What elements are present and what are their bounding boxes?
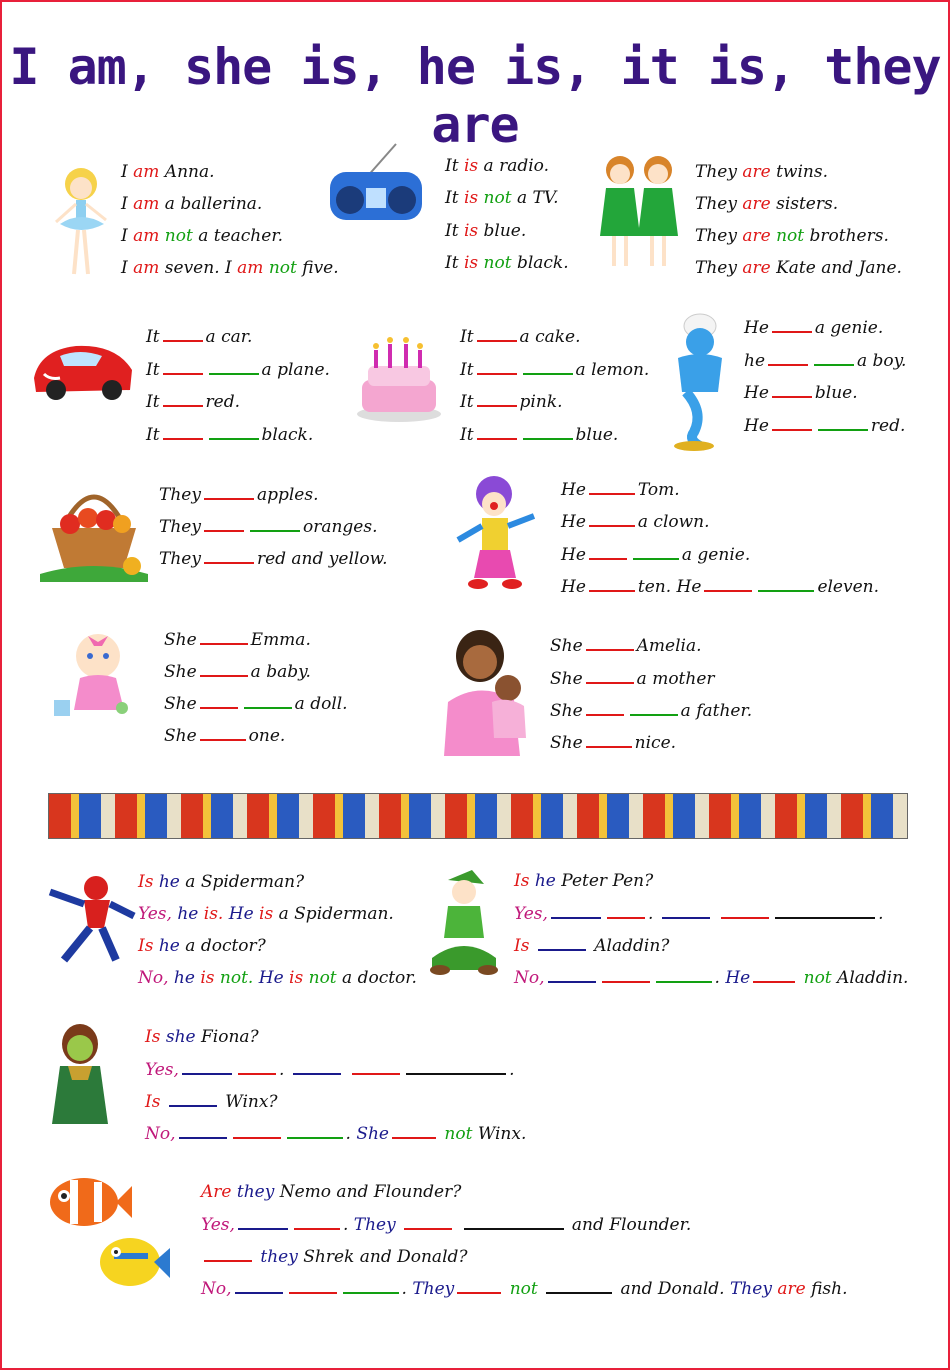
b3-rest: Kate and Jane. [776,258,902,278]
car-subj: It [146,425,160,445]
blank-red[interactable] [200,629,248,645]
b3-not: not [776,226,805,246]
spider-not: not. [219,968,254,988]
spider-is4: is [289,968,304,988]
peter-is: Is [514,871,530,891]
blank-red[interactable] [772,317,812,333]
blank-blue[interactable] [551,903,601,919]
apples-rest: oranges. [302,517,378,537]
b3-subj: They [695,194,737,214]
spider-he: he [158,936,180,956]
blank-red[interactable] [772,382,812,398]
nemo-a1: and Flounder. [571,1215,692,1235]
nemo-they2: they [260,1247,298,1267]
mother-picture [440,626,536,756]
b2-line-3 [445,221,526,241]
fiona-is: Is [145,1027,161,1047]
b2-line-4 [445,253,569,273]
baby-rest: a doll. [294,694,348,714]
clown-subj: He [561,577,586,597]
apples-line-3 [159,548,388,569]
b1-line-2 [121,194,262,214]
b2-not: not [483,253,512,273]
blank-red[interactable] [204,548,254,564]
car-subj: It [146,327,160,347]
nemo-no: No, [201,1279,232,1299]
cake-rest: a lemon. [575,360,650,380]
apples-subj: They [159,549,201,569]
car-picture [30,334,136,402]
nemo-flounder-picture [36,1168,172,1300]
fiona-line-4: No, . She not Winx. [145,1124,527,1144]
fiona-not: not [444,1124,473,1144]
genie-subj: he [744,351,766,371]
car-rest: red. [205,392,241,412]
b3-verb: are [742,162,771,182]
b3-line-3 [695,226,889,246]
b2-not: not [483,188,512,208]
spider-q1: a Spiderman? [185,872,305,892]
b1-subj: I [121,258,128,278]
blank-green[interactable] [814,350,854,366]
b2-verb: is [463,221,479,241]
blank-red[interactable] [163,359,203,375]
nemo-a3: fish. [811,1279,848,1299]
blank-red[interactable] [392,1123,436,1139]
genie-line-2 [744,350,906,371]
clown-rest: ten. He [637,577,702,597]
baby-rest: Emma. [250,630,311,650]
cake-line-1 [460,326,581,347]
b1-verb: am [133,258,160,278]
blank-red[interactable] [589,479,635,495]
genie-line-1 [744,317,883,338]
b3-verb: are [742,194,771,214]
blank-red[interactable] [753,967,795,983]
peter-line-3 [514,935,669,956]
b2-verb: is [463,156,479,176]
mother-rest: nice. [634,733,677,753]
b3-rest: brothers. [809,226,889,246]
cake-subj: It [460,327,474,347]
cake-line-2 [460,359,649,380]
nemo-yes: Yes, [201,1215,235,1235]
b1-rest: five. [302,258,339,278]
apples-rest: red and yellow. [256,549,388,569]
b1-line-4 [121,258,339,278]
spiderman-divider-strip [48,793,908,839]
peter-He: He [725,968,751,988]
car-line-2 [146,359,330,380]
fiona-no: No, [145,1124,176,1144]
spider-yes: Yes, [138,904,172,924]
nemo-line-1 [201,1182,461,1202]
blank-blue[interactable] [538,935,586,951]
blank-red[interactable] [233,1123,281,1139]
clown-rest: a clown. [637,512,710,532]
spider-He: He [228,904,254,924]
spider-he2: he [173,968,195,988]
genie-rest: a boy. [857,351,907,371]
genie-picture [664,312,736,452]
fiona-picture [44,1022,118,1126]
blank-red[interactable] [477,424,517,440]
nemo-q: Nemo and Flounder? [279,1182,462,1202]
b1-verb: am [133,226,160,246]
b3-verb: are [742,258,771,278]
peter-q: Peter Pen? [561,871,654,891]
blank-red[interactable] [589,576,635,592]
blank-green[interactable] [244,693,292,709]
fiona-yes: Yes, [145,1060,179,1080]
baby-line-2 [164,661,311,682]
b2-rest: a TV. [516,188,559,208]
mother-line-1 [550,635,702,656]
blank-green[interactable] [758,576,814,592]
blank-red[interactable] [352,1059,400,1075]
spider-is: Is [138,872,154,892]
baby-subj: She [164,630,197,650]
blank-red[interactable] [163,424,203,440]
mother-rest: a mother [636,669,715,689]
b1-rest: seven. [164,258,220,278]
b3-verb: are [742,226,771,246]
spiderman-picture [44,872,138,964]
baby-rest: one. [248,726,286,746]
blank-red[interactable] [204,516,244,532]
nemo-line-3 [201,1246,468,1267]
blank-blue[interactable] [662,903,710,919]
clown-rest: eleven. [817,577,880,597]
fiona-is2: Is [145,1092,161,1112]
baby-line-4 [164,725,285,746]
peter-line-1 [514,871,653,891]
apples-subj: They [159,517,201,537]
blank-red[interactable] [294,1214,340,1230]
spider-is2: is. [203,904,224,924]
b2-subj: It [445,221,459,241]
nemo-line-4: No, . They not and Donald. They are fish. [201,1279,848,1299]
cake-subj: It [460,425,474,445]
clown-rest: a genie. [681,545,751,565]
b2-verb: is [463,188,479,208]
blank-green[interactable] [209,359,259,375]
mother-rest: a father. [680,701,753,721]
b2-subj: It [445,188,459,208]
b1-verb: am [133,162,160,182]
b1-rest: a ballerina. [164,194,263,214]
nemo-They2: They [412,1279,455,1299]
mother-subj: She [550,701,583,721]
cake-rest: a cake. [519,327,581,347]
blank-red[interactable] [200,693,238,709]
car-rest: a plane. [261,360,330,380]
ballerina-picture [48,162,116,282]
spider-no: No, [138,968,169,988]
baby-line-3 [164,693,348,714]
blank-green[interactable] [250,516,300,532]
peter-end: Aladdin. [837,968,909,988]
clown-line-4 [561,576,879,597]
mother-line-2 [550,668,715,689]
b3-subj: They [695,226,737,246]
spider-line-1 [138,872,304,892]
blank-blue[interactable] [182,1059,232,1075]
baby-picture [50,628,136,720]
blank-red[interactable] [163,326,203,342]
blank-blue[interactable] [169,1091,217,1107]
blank-green[interactable] [287,1123,343,1139]
blank-red[interactable] [721,903,769,919]
b1-subj: I [225,258,232,278]
nemo-a2: and Donald. [620,1279,725,1299]
blank-green[interactable] [818,415,868,431]
fiona-end: Winx. [477,1124,527,1144]
fiona-line-1 [145,1027,259,1047]
fiona-q2: Winx? [225,1092,278,1112]
nemo-They: They [353,1215,396,1235]
blank-red[interactable] [457,1278,501,1294]
b3-rest: twins. [776,162,828,182]
clown-line-3 [561,544,750,565]
b2-line-1 [445,156,549,176]
apples-line-1 [159,484,318,505]
blank-green[interactable] [656,967,712,983]
clown-rest: Tom. [637,480,680,500]
car-line-3 [146,391,240,412]
spider-line-2 [138,904,394,924]
apples-line-2 [159,516,377,537]
fiona-She: She [356,1124,389,1144]
nemo-they: they [236,1182,275,1202]
b1-verb: am [133,194,160,214]
blank-red[interactable] [704,576,752,592]
blank-blue[interactable] [179,1123,227,1139]
blank-green[interactable] [523,424,573,440]
car-subj: It [146,360,160,380]
fiona-line-3 [145,1091,278,1112]
clown-subj: He [561,545,586,565]
spider-a2: a doctor. [342,968,417,988]
blank-red[interactable] [477,391,517,407]
blank-green[interactable] [523,359,573,375]
b2-verb: is [463,253,479,273]
blank-red[interactable] [586,668,634,684]
blank-green[interactable] [343,1278,399,1294]
nemo-They3: They [729,1279,772,1299]
blank-red[interactable] [404,1214,452,1230]
peter-pan-picture [426,866,502,976]
blank-red[interactable] [238,1059,276,1075]
genie-subj: He [744,416,769,436]
clown-line-1 [561,479,680,500]
cake-picture [354,336,444,424]
twins-picture [596,152,686,274]
blank-red[interactable] [289,1278,337,1294]
baby-subj: She [164,726,197,746]
mother-rest: Amelia. [636,636,702,656]
worksheet-title: I am, she is, he is, it is, they are [9,38,941,154]
apples-rest: apples. [256,485,319,505]
b3-subj: They [695,258,737,278]
blank-blue[interactable] [293,1059,341,1075]
blank-black[interactable] [546,1278,612,1294]
peter-q2: Aladdin? [594,936,670,956]
genie-rest: blue. [814,383,858,403]
clown-line-2 [561,511,710,532]
genie-rest: a genie. [814,318,884,338]
peter-is2: Is [514,936,530,956]
car-line-4 [146,424,313,445]
genie-rest: red. [870,416,906,436]
peter-no: No, [514,968,545,988]
fiona-line-2: Yes, . . [145,1060,515,1080]
mother-line-4 [550,732,676,753]
nemo-are2: are [777,1279,806,1299]
radio-picture [326,142,426,226]
b3-rest: sisters. [776,194,839,214]
peter-he: he [534,871,556,891]
baby-subj: She [164,662,197,682]
blank-red[interactable] [200,725,246,741]
apple-basket-picture [36,478,152,584]
blank-green[interactable] [630,700,678,716]
cake-line-3 [460,391,563,412]
spider-he: he [158,872,180,892]
blank-red[interactable] [768,350,808,366]
mother-line-3 [550,700,752,721]
blank-red[interactable] [602,967,650,983]
nemo-not: not [509,1279,538,1299]
blank-blue[interactable] [235,1278,283,1294]
clown-subj: He [561,512,586,532]
b1-subj: I [121,194,128,214]
cake-line-4 [460,424,618,445]
spider-is: Is [138,936,154,956]
baby-subj: She [164,694,197,714]
cake-rest: blue. [575,425,619,445]
peter-yes: Yes, [514,904,548,924]
mother-subj: She [550,669,583,689]
blank-black[interactable] [406,1059,506,1075]
blank-red[interactable] [589,544,627,560]
baby-rest: a baby. [250,662,311,682]
fiona-she: she [165,1027,196,1047]
cake-subj: It [460,392,474,412]
b1-rest: a teacher. [198,226,283,246]
blank-red[interactable] [204,484,254,500]
mother-subj: She [550,636,583,656]
b3-line-2 [695,194,838,214]
mother-subj: She [550,733,583,753]
car-rest: black. [261,425,314,445]
blank-red[interactable] [204,1246,252,1262]
b2-subj: It [445,253,459,273]
spider-He2: He [258,968,284,988]
blank-red[interactable] [589,511,635,527]
clown-picture [452,474,540,590]
car-rest: a car. [205,327,253,347]
blank-blue[interactable] [548,967,596,983]
spider-a1: a Spiderman. [278,904,394,924]
blank-black[interactable] [464,1214,564,1230]
genie-subj: He [744,383,769,403]
blank-red[interactable] [477,326,517,342]
blank-red[interactable] [477,359,517,375]
b1-verb: am [237,258,264,278]
blank-red[interactable] [586,700,624,716]
spider-isn: is [200,968,215,988]
blank-black[interactable] [775,903,875,919]
b3-line-4 [695,258,902,278]
spider-not2: not [308,968,337,988]
genie-line-4 [744,415,905,436]
fiona-q: Fiona? [201,1027,259,1047]
car-subj: It [146,392,160,412]
blank-red[interactable] [200,661,248,677]
b1-not: not [164,226,193,246]
b2-subj: It [445,156,459,176]
spider-line-4 [138,968,417,988]
spider-line-3 [138,936,266,956]
b3-line-1 [695,162,828,182]
b1-rest: Anna. [164,162,215,182]
spider-he2: he [177,904,199,924]
spider-is3: is [259,904,274,924]
b3-subj: They [695,162,737,182]
cake-subj: It [460,360,474,380]
nemo-q2: Shrek and Donald? [303,1247,468,1267]
baby-line-1 [164,629,311,650]
b2-line-2 [445,188,559,208]
cake-rest: pink. [519,392,563,412]
blank-green[interactable] [633,544,679,560]
peter-line-4: No, . He not Aladdin. [514,968,909,988]
b1-subj: I [121,226,128,246]
blank-blue[interactable] [238,1214,288,1230]
peter-not: not [803,968,832,988]
blank-red[interactable] [772,415,812,431]
car-line-1 [146,326,252,347]
peter-line-2: Yes, . . [514,904,884,924]
blank-red[interactable] [607,903,645,919]
blank-red[interactable] [163,391,203,407]
nemo-are: Are [201,1182,232,1202]
b1-subj: I [121,162,128,182]
blank-red[interactable] [586,635,634,651]
blank-green[interactable] [209,424,259,440]
spider-q2: a doctor? [185,936,266,956]
apples-subj: They [159,485,201,505]
b2-rest: black. [516,253,569,273]
b1-not: not [268,258,297,278]
b2-rest: a radio. [483,156,549,176]
b1-line-3 [121,226,283,246]
nemo-line-2: Yes, . They and Flounder. [201,1215,692,1235]
clown-subj: He [561,480,586,500]
genie-subj: He [744,318,769,338]
blank-red[interactable] [586,732,632,748]
genie-line-3 [744,382,858,403]
b2-rest: blue. [483,221,527,241]
b1-line-1 [121,162,215,182]
